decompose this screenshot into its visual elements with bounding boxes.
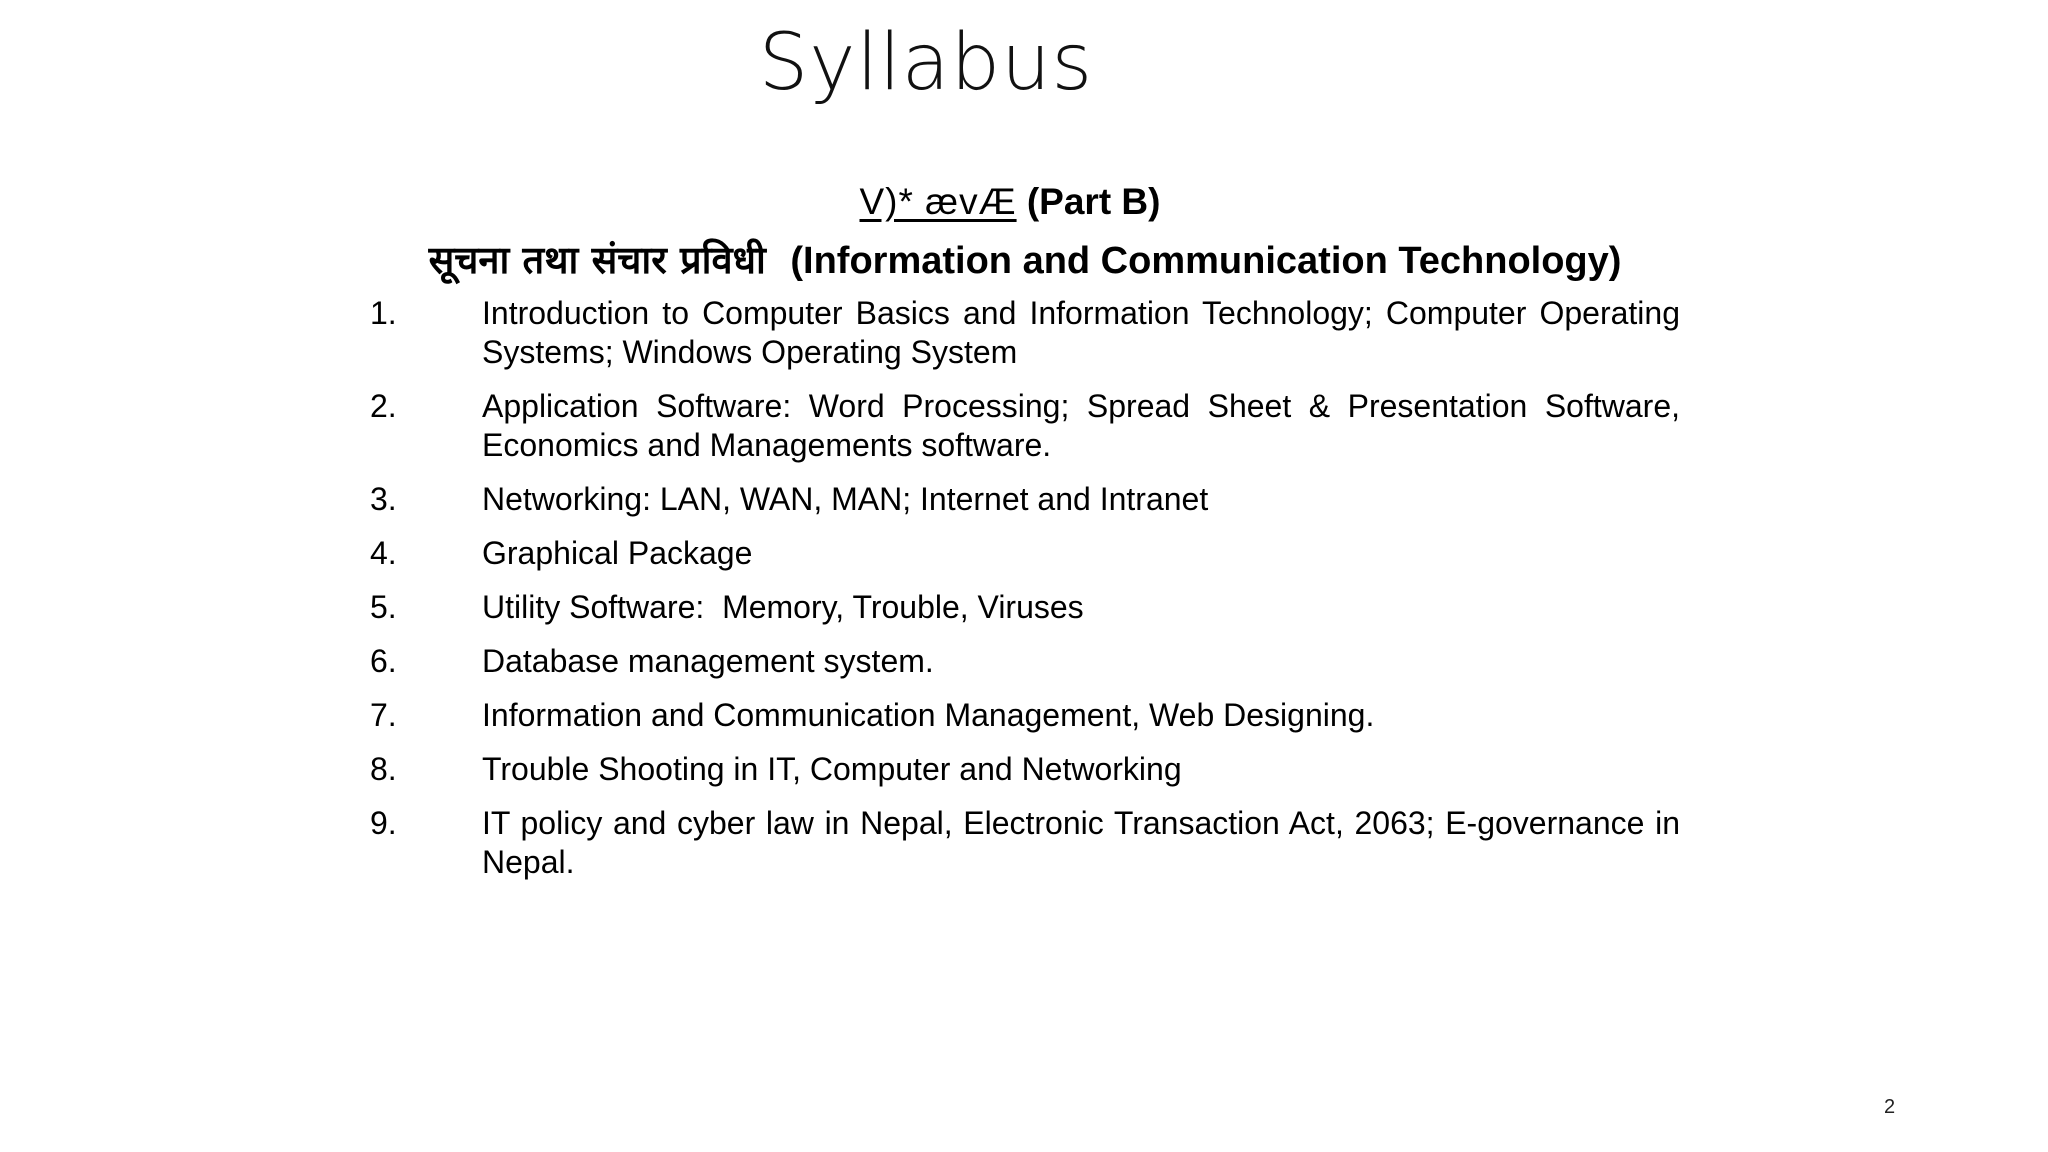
- list-item-number: 7.: [370, 697, 397, 733]
- list-item-text: Database management system.: [482, 643, 934, 679]
- section-heading-nepali: सूचना तथा संचार प्रविधी: [428, 238, 766, 282]
- list-item-number: 3.: [370, 481, 397, 517]
- list-item: [370, 642, 1680, 681]
- slide-title: Syllabus: [758, 18, 1094, 108]
- list-item: [370, 387, 1680, 465]
- list-item: [370, 804, 1680, 882]
- list-item-text: Networking: LAN, WAN, MAN; Internet and Intranet: [482, 481, 1209, 517]
- page-number: 2: [1884, 1096, 1896, 1118]
- part-heading-garbled-text: V)* ævÆ: [859, 181, 1017, 222]
- list-item: [370, 480, 1680, 519]
- part-heading: [340, 178, 1680, 226]
- list-item-number: 1.: [370, 295, 397, 331]
- list-item: [370, 696, 1680, 735]
- list-item: [370, 588, 1680, 627]
- list-item-number: 9.: [370, 805, 397, 841]
- list-item-text: Utility Software: Memory, Trouble, Viruses: [482, 589, 1084, 625]
- section-heading: [370, 234, 1680, 288]
- list-item-number: 6.: [370, 643, 397, 679]
- section-heading-english: (Information and Communication Technology): [790, 240, 1622, 282]
- list-item-text: Trouble Shooting in IT, Computer and Networking: [482, 751, 1182, 787]
- list-item-number: 8.: [370, 751, 397, 787]
- list-item: [370, 534, 1680, 573]
- list-item-number: 4.: [370, 535, 397, 571]
- list-item-text: IT policy and cyber law in Nepal, Electronic Transaction Act, 2063; E-governance in Nepal.: [482, 805, 1680, 880]
- part-heading-label: (Part B): [1026, 181, 1161, 222]
- syllabus-list: [370, 294, 1680, 882]
- list-item-text: Information and Communication Management, Web Designing.: [482, 697, 1375, 733]
- list-item-number: 5.: [370, 589, 397, 625]
- list-item-text: Graphical Package: [482, 535, 753, 571]
- list-item-text: Application Software: Word Processing; Spread Sheet & Presentation Software, Economics and Managements software.: [482, 388, 1680, 463]
- list-item: [370, 750, 1680, 789]
- list-item-text: Introduction to Computer Basics and Information Technology; Computer Operating Systems; Windows Operating System: [482, 295, 1680, 370]
- syllabus-document: [370, 178, 1680, 897]
- list-item-number: 2.: [370, 388, 397, 424]
- list-item: [370, 294, 1680, 372]
